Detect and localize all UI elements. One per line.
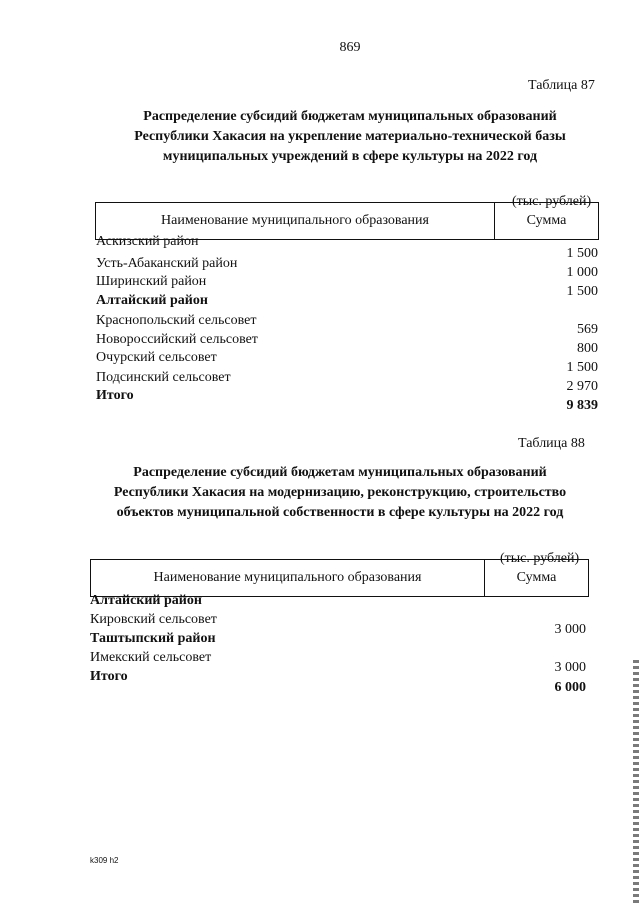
table-row-value: 9 839 bbox=[566, 398, 598, 413]
title-line: Распределение субсидий бюджетам муниципальных образований bbox=[143, 109, 557, 124]
table-row-name: Ширинский район bbox=[96, 274, 207, 289]
table-row-name: Новороссийский сельсовет bbox=[96, 332, 258, 347]
header-sum-cell: Сумма bbox=[526, 213, 567, 228]
table-row-name: Итого bbox=[90, 669, 128, 684]
table-row-value: 2 970 bbox=[566, 379, 598, 394]
table-88-label: Таблица 88 bbox=[518, 436, 585, 451]
table-row-value: 1 500 bbox=[566, 360, 598, 375]
table-row-name: Имекский сельсовет bbox=[90, 650, 212, 665]
table-row-name: Алтайский район bbox=[96, 293, 208, 308]
table-row-value: 1 500 bbox=[566, 284, 598, 299]
table-row-value: 1 000 bbox=[566, 265, 598, 280]
table-88-units: (тыс. рублей) bbox=[500, 551, 580, 566]
table-row-name: Итого bbox=[96, 388, 134, 403]
header-name-cell: Наименование муниципального образования bbox=[96, 203, 495, 239]
table-row-value: 569 bbox=[577, 322, 598, 337]
table-87-label: Таблица 87 bbox=[528, 78, 595, 93]
title-line: муниципальных учреждений в сфере культуры на 2022 год bbox=[162, 149, 538, 164]
table-row-name: Алтайский район bbox=[90, 593, 202, 608]
table-87-units: (тыс. рублей) bbox=[512, 194, 592, 209]
table-row-name: Таштыпский район bbox=[90, 631, 216, 646]
table-row-value: 1 500 bbox=[566, 246, 598, 261]
table-88-title bbox=[85, 463, 595, 523]
table-88-header bbox=[90, 559, 589, 597]
table-row-value: 6 000 bbox=[554, 680, 586, 695]
table-row-name: Краснопольский сельсовет bbox=[96, 313, 257, 328]
table-row-name: Подсинский сельсовет bbox=[96, 370, 231, 385]
header-name-cell: Наименование муниципального образования bbox=[91, 560, 485, 596]
table-row-value: 3 000 bbox=[554, 622, 586, 637]
table-row-value: 3 000 bbox=[554, 660, 586, 675]
footer-code: k309 h2 bbox=[90, 856, 119, 865]
table-row-name: Кировский сельсовет bbox=[90, 612, 217, 627]
header-sum-cell: Сумма bbox=[516, 570, 557, 585]
title-line: Распределение субсидий бюджетам муниципальных образований bbox=[133, 465, 547, 480]
table-row-name: Очурский сельсовет bbox=[96, 350, 217, 365]
table-row-name: Усть-Абаканский район bbox=[96, 256, 238, 271]
page-number: 869 bbox=[339, 40, 361, 55]
table-87-title bbox=[90, 107, 610, 167]
title-line: объектов муниципальной собственности в сфере культуры на 2022 год bbox=[116, 505, 564, 520]
table-row-name: Аскизский район bbox=[96, 234, 199, 249]
title-line: Республики Хакасия на укрепление материально-технической базы bbox=[134, 129, 566, 144]
table-row-value: 800 bbox=[577, 341, 598, 356]
title-line: Республики Хакасия на модернизацию, реконструкцию, строительство bbox=[113, 485, 567, 500]
scan-edge-mark bbox=[633, 660, 639, 905]
